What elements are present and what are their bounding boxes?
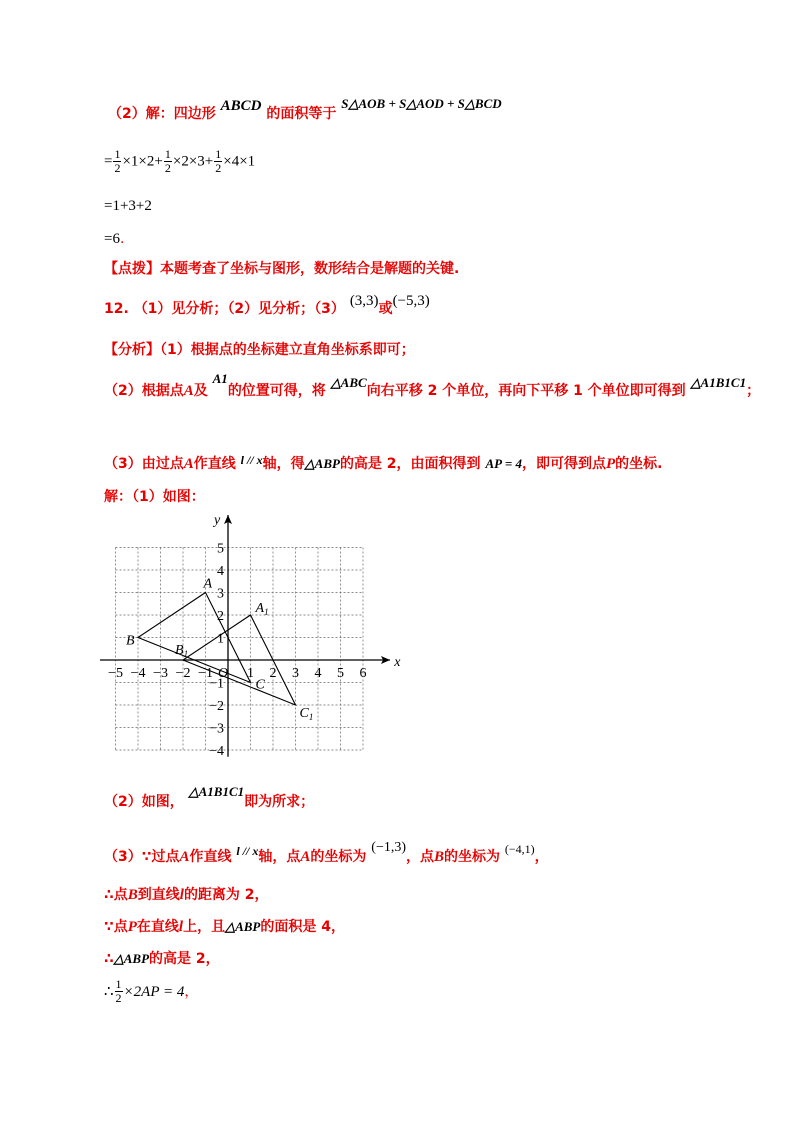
point-a: A — [183, 456, 194, 472]
triangle-abp: △ABP — [113, 951, 150, 966]
solution-text: 的高是 2， — [149, 951, 220, 967]
tick-labels — [108, 542, 366, 760]
triangle-a1b1c1: △A1B1C1 — [690, 375, 747, 390]
fraction: $\frac{1}{2}$ — [164, 147, 171, 175]
subscript: 1 — [183, 649, 189, 659]
triangle-abc: △ABC — [330, 375, 367, 390]
solution-text: ，点 — [406, 849, 435, 865]
solution-text: （2）如图， — [104, 794, 184, 810]
point-b: B — [434, 849, 445, 865]
x-axis-label: x — [394, 655, 401, 670]
calc1-prefix: = — [104, 153, 113, 170]
calc3-end: . — [119, 231, 125, 247]
coord-b: (−4,1) — [504, 842, 535, 856]
fraction: $\frac{1}{2}$ — [114, 147, 121, 175]
analysis-line-1 — [104, 343, 415, 357]
calc1-term: ×1×2+ — [122, 153, 163, 170]
coordinate-graph — [95, 510, 401, 760]
solution-text: （3）∵过点 — [104, 849, 180, 865]
analysis-text: 及 — [193, 383, 208, 399]
solution-text: ∵点 — [104, 919, 128, 935]
y-tick-label: −4 — [209, 744, 224, 759]
tip-line — [104, 262, 459, 276]
analysis-text: ，即可得到点 — [521, 456, 606, 472]
point-a: A — [183, 383, 194, 399]
analysis-text: 轴，得 — [262, 456, 305, 472]
triangle-abp: △ABP — [304, 456, 340, 471]
solution-text: 上，且 — [183, 919, 226, 935]
x-tick-label: −2 — [175, 666, 191, 681]
line-l-parallel-x: l // x — [236, 844, 259, 858]
tip-text: 本题考查了坐标与图形，数形结合是解题的关键. — [160, 261, 460, 277]
solution-text: 轴，点 — [258, 849, 301, 865]
point-label-b1: $B_1$ — [175, 643, 189, 659]
y-tick-label: −2 — [209, 699, 224, 714]
fraction: $\frac{1}{2}$ — [115, 977, 122, 1005]
analysis-text: 向右平移 2 个单位，再向下平移 1 个单位即可得到 — [366, 383, 686, 399]
analysis-text: 的位置可得，将 — [227, 383, 326, 399]
solution-line-4 — [104, 888, 269, 903]
y-tick-label: 1 — [217, 631, 224, 647]
coord-a: (−1,3) — [371, 840, 407, 855]
solution-text: ∴点 — [104, 887, 128, 903]
x-tick-label: 3 — [292, 666, 299, 681]
solution-line-6 — [104, 952, 220, 966]
line-l-parallel-x: l // x — [240, 453, 263, 467]
q12-line — [104, 293, 430, 317]
solution-text: ∴ — [104, 951, 114, 967]
solution-text: 即为所求； — [244, 794, 315, 810]
solution-text: ， — [534, 849, 549, 865]
y-tick-label: 2 — [217, 609, 224, 624]
solution-text: 的坐标为 — [444, 849, 501, 865]
point-p: P — [605, 456, 616, 472]
grid — [116, 548, 364, 751]
point-label-a1: $A_1$ — [255, 601, 269, 617]
calc1-term: ×4×1 — [223, 153, 256, 170]
point-label-b: B — [126, 633, 135, 649]
solution-text: 在直线 — [136, 919, 179, 935]
calc-line-1 — [104, 148, 255, 175]
point-a: A — [179, 849, 190, 865]
solution-line-7 — [104, 978, 198, 1005]
line-l: l — [179, 887, 184, 903]
analysis-text: ； — [746, 383, 761, 399]
ap-equation: AP = 4 — [485, 456, 522, 471]
q12-number: 12. — [104, 301, 129, 317]
x-tick-label: −3 — [153, 666, 168, 681]
x-tick-label: 2 — [269, 666, 277, 681]
q12-coord-1: (3,3) — [349, 293, 379, 309]
q12-answer-2: （2）见分析； — [227, 301, 315, 317]
point-label-a: A — [203, 576, 213, 592]
analysis-p1: （1）根据点的坐标建立直角坐标系即可； — [160, 342, 415, 358]
solution-line-2 — [104, 784, 315, 810]
x-tick-label: −1 — [198, 666, 213, 681]
point-p: P — [127, 919, 137, 935]
solution-text: 到直线 — [137, 887, 180, 903]
x-tick-label: −4 — [130, 666, 146, 681]
analysis-line-3 — [104, 453, 663, 472]
calc-line-3 — [104, 230, 124, 247]
y-tick-label: 5 — [217, 541, 224, 557]
subscript: 1 — [308, 712, 314, 722]
solution-end: ， — [184, 984, 199, 1000]
x-tick-label: 5 — [337, 666, 344, 681]
part2-text: 的面积等于 — [266, 106, 337, 122]
point-a1: A1 — [212, 371, 228, 386]
origin-label: O — [218, 666, 229, 681]
therefore-symbol: ∴ — [104, 984, 114, 1000]
q12-or: 或 — [378, 301, 393, 317]
triangle-abp: △ABP — [225, 919, 261, 934]
point-label-c1: $C_1$ — [299, 706, 314, 722]
x-tick-label: 1 — [247, 666, 254, 681]
point-label-c: C — [255, 677, 265, 693]
analysis-text: 作直线 — [193, 456, 236, 472]
area-sum-expr: S△AOB + S△AOD + S△BCD — [341, 96, 502, 111]
y-tick-label: −3 — [209, 721, 224, 737]
part2-line — [108, 96, 502, 122]
x-tick-label: 6 — [359, 666, 367, 681]
analysis-text: （3）由过点 — [104, 456, 184, 472]
x-tick-label: 4 — [314, 666, 322, 681]
calc1-term: ×2×3+ — [172, 153, 214, 170]
subscript: 1 — [264, 607, 269, 617]
fraction: $\frac{1}{2}$ — [215, 147, 222, 175]
analysis-label: 【分析】 — [104, 342, 160, 358]
q12-answer-1: （1）见分析； — [133, 301, 228, 317]
analysis-text: （2）根据点 — [104, 383, 184, 399]
point-b: B — [127, 887, 138, 903]
solution-text: 的面积是 4， — [260, 919, 345, 935]
x-tick-label: −5 — [108, 666, 123, 681]
line-l: l — [178, 919, 184, 935]
tip-label: 【点拨】 — [104, 261, 160, 277]
triangle-a1b1c1: △A1B1C1 — [188, 784, 245, 799]
q12-coord-2: (−5,3) — [392, 293, 430, 309]
y-tick-label: 4 — [217, 564, 224, 579]
solution-line-3 — [104, 840, 549, 865]
y-axis-label: y — [214, 513, 221, 528]
calc-line-2: =1+3+2 — [104, 198, 152, 214]
analysis-text: 的高是 2，由面积得到 — [339, 456, 481, 472]
y-tick-label: 3 — [217, 586, 224, 602]
area-equation: ×2AP = 4 — [123, 984, 185, 1000]
solution-text: 的距离为 2， — [183, 887, 269, 903]
analysis-line-2 — [104, 371, 761, 399]
quad-name: ABCD — [220, 98, 262, 114]
solution-text: 作直线 — [189, 849, 232, 865]
solution-label: 解：（1）如图： — [104, 489, 205, 505]
part2-label: （2）解：四边形 — [108, 106, 216, 122]
solution-line-5 — [104, 920, 345, 935]
y-tick-label: −1 — [209, 676, 224, 692]
q12-answer-3: （3） — [314, 301, 345, 317]
point-a: A — [300, 849, 311, 865]
analysis-text: 的坐标. — [615, 456, 663, 472]
solution-text: 的坐标为 — [310, 849, 367, 865]
calc3-value: =6 — [104, 231, 120, 247]
